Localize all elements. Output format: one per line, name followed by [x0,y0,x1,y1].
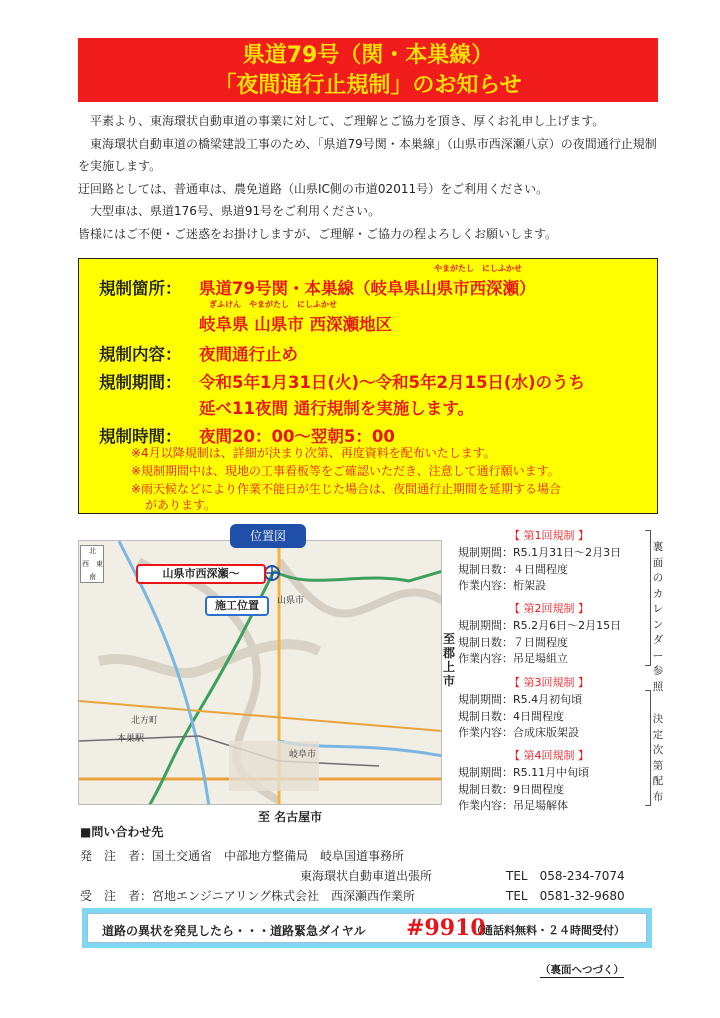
schedule-work: 作業内容：吊足場組立 [458,652,568,666]
regulation-location-row [99,275,535,299]
schedule-period: 規制期間：R5.2月6日～2月15日 [458,618,622,632]
schedule-period: 規制期間：R5.4月初旬頃 [458,692,583,706]
map-title: 位置図 [230,524,306,548]
schedule-work: 作業内容：吊足場解体 [458,799,568,813]
schedule-heading: 【 第1回規制 】 [509,529,589,542]
regulation-location-value: 県道79号関・本巣線（岐阜県山県市西深瀬） [199,279,536,298]
schedule-heading: 【 第2回規制 】 [509,602,589,615]
regulation-content-row [99,341,298,365]
intro-paragraph: 迂回路としては、普通車は、農免道路（山県IC側の市道02011号）をご利用ください。 [78,181,549,196]
callout-location: 山県市西深瀬～ [136,564,266,584]
regulation-time-value: 夜間20：00～翌朝5：00 [199,427,395,446]
intro-text [78,110,668,246]
intro-paragraph: 大型車は、県道176号、県道91号をご利用ください。 [78,204,381,219]
schedule-work: 作業内容：合成床版架設 [458,726,579,740]
schedule-days: 規制日数：４日間程度 [458,562,568,576]
map-label-motosu: 本巣駅 [117,734,145,744]
contact-contractor: 受 注 者：宮地エンジニアリング株式会社 西深瀬西作業所 [80,889,415,903]
schedule-days: 規制日数：4日間程度 [458,709,564,723]
regulation-content-value: 夜間通行止め [199,345,298,364]
schedule-2 [458,601,640,668]
schedule-1 [458,528,640,595]
emergency-dial-note: （通話料無料・２４時間受付） [471,924,625,937]
schedule-days: 規制日数：７日間程度 [458,635,568,649]
compass-west: 西 [82,560,89,568]
compass-east: 東 [96,560,103,568]
regulation-note: があります。 [145,498,217,512]
regulation-note: ※雨天候などにより作業不能日が生じた場合は、夜間通行止期間を延期する場合 [131,482,562,496]
regulation-note: ※4月以降規制は、詳細が決まり次第、再度資料を配布いたします。 [131,446,496,460]
regulation-notice-box [78,258,658,514]
regulation-time-row [99,423,395,447]
compass-north: 北 [89,547,96,555]
regulation-period-row [99,369,585,393]
intro-paragraph: 東海環状自動車道の橋梁建設工事のため、「県道79号関・本巣線」（山県市西深瀬八京）の夜間通行止規制を実施します。 [78,136,657,174]
regulation-content-label: 規制内容： [99,345,182,364]
intro-paragraph: 平素より、東海環状自動車道の事業に対して、ご理解とご協力を頂き、厚くお礼申し上げます。 [78,114,605,128]
regulation-location-row-2 [99,311,392,335]
schedule-work: 作業内容：桁架設 [458,579,546,593]
intro-paragraph: 皆様にはご不便・ご迷惑をお掛けしますが、ご理解・ご協力の程よろしくお願いします。 [78,226,558,241]
contact-contractor-tel: TEL 0581-32-9680 [506,889,625,903]
regulation-period-row-2 [99,395,474,419]
regulation-period-value-2: 延べ11夜間 通行規制を実施します。 [199,399,474,418]
regulation-location-value-2: 岐阜県 山県市 西深瀬地区 [199,315,392,334]
title-line-1: 県道79号（関・本巣線） [242,43,494,68]
callout-construction-site: 施工位置 [205,596,269,616]
schedule-heading: 【 第3回規制 】 [509,676,589,689]
emergency-dial-text: 道路の異状を発見したら・・・道路緊急ダイヤル [102,924,366,938]
schedule-days: 規制日数：9日間程度 [458,782,564,796]
schedule-period: 規制期間：R5.1月31日～2月3日 [458,545,622,559]
schedule-period: 規制期間：R5.11月中旬頃 [458,765,590,779]
regulation-time-label: 規制時間： [99,427,182,446]
map-label-gifu: 岐阜市 [289,750,317,760]
schedule-4 [458,748,640,815]
title-line-2: 「夜間通行止規制」のお知らせ [214,73,522,98]
direction-nagoya: 至 名古屋市 [258,810,323,824]
schedule-3 [458,675,640,742]
direction-gujo: 至郡上市 [442,632,455,688]
compass-south: 南 [89,573,96,581]
compass-icon [80,545,104,583]
side-note-calendar: 裏面のカレンダー参照 [652,541,664,693]
regulation-note: ※規制期間中は、現地の工事看板等をご確認いただき、注意して通行願います。 [131,464,560,478]
emergency-dial-box [82,908,652,948]
regulation-period-label: 規制期間： [99,373,182,392]
contact-orderer: 発 注 者：国土交通省 中部地方整備局 岐阜国道事務所 [80,849,405,863]
regulation-location-label: 規制箇所： [99,279,182,298]
map-label-yamagata: 山県市 [277,596,305,606]
continue-on-back: （裏面へつづく） [540,964,624,976]
ruby-gifu-yamagata-nishifukase: ぎふけん やまがたし にしふかせ [209,300,337,309]
contact-heading: ■問い合わせ先 [80,825,164,839]
ruby-yamagata-nishifukase: やまがたし にしふかせ [434,264,522,273]
emergency-dial-number: #9910 [406,915,486,941]
regulation-period-value: 令和5年1月31日(火)～令和5年2月15日(水)のうち [199,373,586,392]
contact-orderer-tel: TEL 058-234-7074 [506,869,625,883]
side-note-tbd: 決定次第配布 [652,713,664,803]
title-banner [78,38,658,102]
schedule-heading: 【 第4回規制 】 [509,749,589,762]
map-label-kitakata: 北方町 [131,716,159,726]
contact-orderer-office: 東海環状自動車道出張所 [300,869,433,883]
